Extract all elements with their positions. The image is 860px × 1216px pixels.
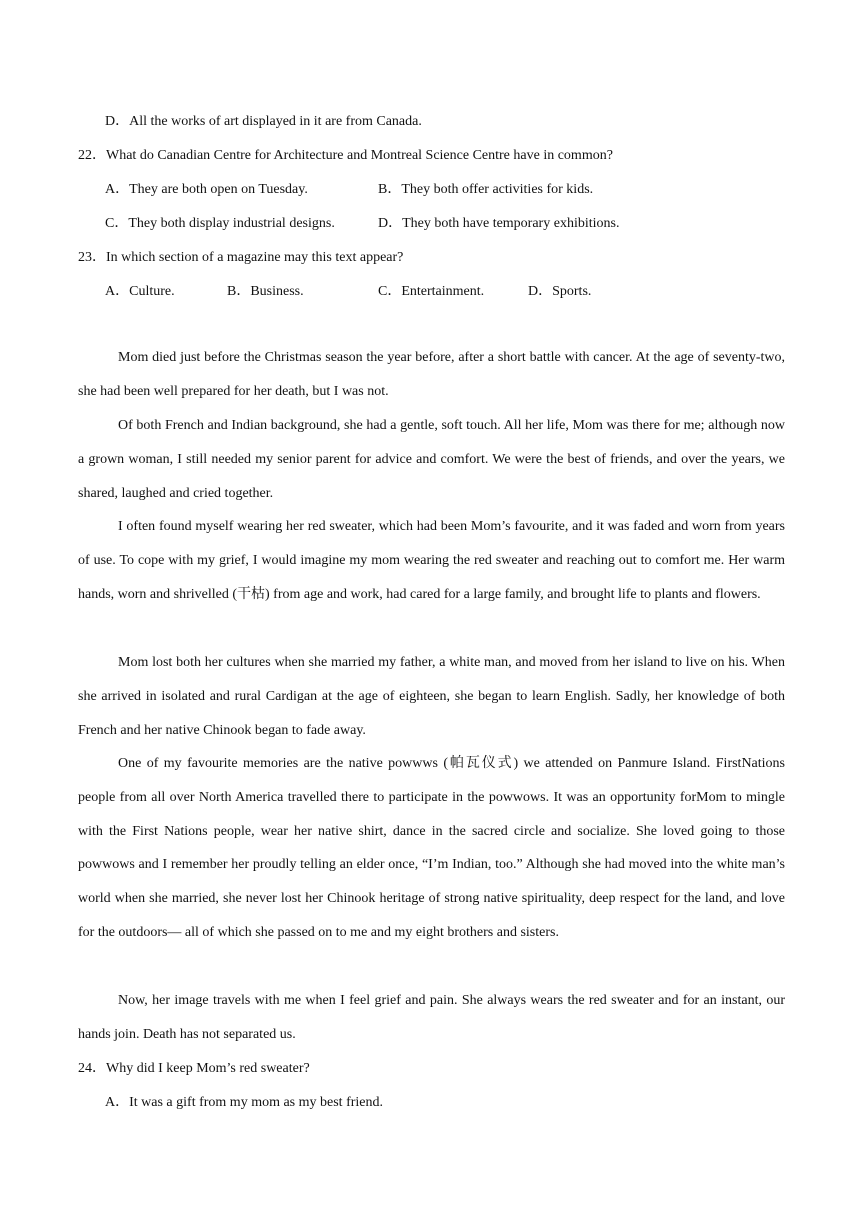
- q22-option-c: C．They both display industrial designs.: [105, 216, 335, 231]
- q22-option-b: B．They both offer activities for kids.: [378, 182, 594, 197]
- passage-paragraph-6: Now, her image travels with me when I feel grief and pain. She always wears the red sweater and for an instant, our hands join. Death has not separated us.: [78, 993, 785, 1042]
- passage-paragraph-4: Mom lost both her cultures when she married my father, a white man, and moved from her island to live on his. When she arrived in isolated and rural Cardigan at the age of eighteen, she began to learn English. Sadly, her knowledge of both French and her native Chinook began to fade away.: [78, 655, 785, 738]
- q22-option-a: A．They are both open on Tuesday.: [105, 182, 308, 197]
- q24-question: 24．Why did I keep Mom’s red sweater?: [78, 1061, 310, 1076]
- passage-paragraph-5: One of my favourite memories are the native powwws (帕瓦仪式) we attended on Panmure Island. FirstNations people from all over North America travelled there to participate in the powwows. It was an opportunity forMom to mingle with the First Nations people, wear her native shirt, dance in the sacred circle and socialize. She loved going to those powwows and I remember her proudly telling an elder once, “I’m Indian, too.” Although she had moved into the white man’s world when she married, she never lost her Chinook heritage of strong native spirituality, deep respect for the land, and love for the outdoors— all of which she passed on to me and my eight brothers and sisters.: [78, 756, 785, 940]
- q23-option-d: D．Sports.: [528, 284, 592, 299]
- q21-option-d: D．All the works of art displayed in it are from Canada.: [105, 114, 422, 129]
- q24-option-a: A．It was a gift from my mom as my best friend.: [105, 1095, 384, 1110]
- passage-paragraph-2: Of both French and Indian background, she had a gentle, soft touch. All her life, Mom was there for me; although now a grown woman, I still needed my senior parent for advice and comfort. We were the best of friends, and over the years, we shared, laughed and cried together.: [78, 418, 785, 501]
- q23-option-a: A．Culture.: [105, 284, 175, 299]
- q23-option-b: B．Business.: [227, 284, 304, 299]
- q23-question: 23．In which section of a magazine may this text appear?: [78, 250, 404, 265]
- passage-paragraph-1: Mom died just before the Christmas season the year before, after a short battle with cancer. At the age of seventy-two, she had been well prepared for her death, but I was not.: [78, 350, 785, 399]
- q22-option-d: D．They both have temporary exhibitions.: [378, 216, 620, 231]
- passage-paragraph-3: I often found myself wearing her red sweater, which had been Mom’s favourite, and it was faded and worn from years of use. To cope with my grief, I would imagine my mom wearing the red sweater and reaching out to comfort me. Her warm hands, worn and shrivelled (干枯) from age and work, had cared for a large family, and brought life to plants and flowers.: [78, 519, 785, 602]
- q22-question: 22．What do Canadian Centre for Architecture and Montreal Science Centre have in common?: [78, 148, 613, 163]
- q23-option-c: C．Entertainment.: [378, 284, 485, 299]
